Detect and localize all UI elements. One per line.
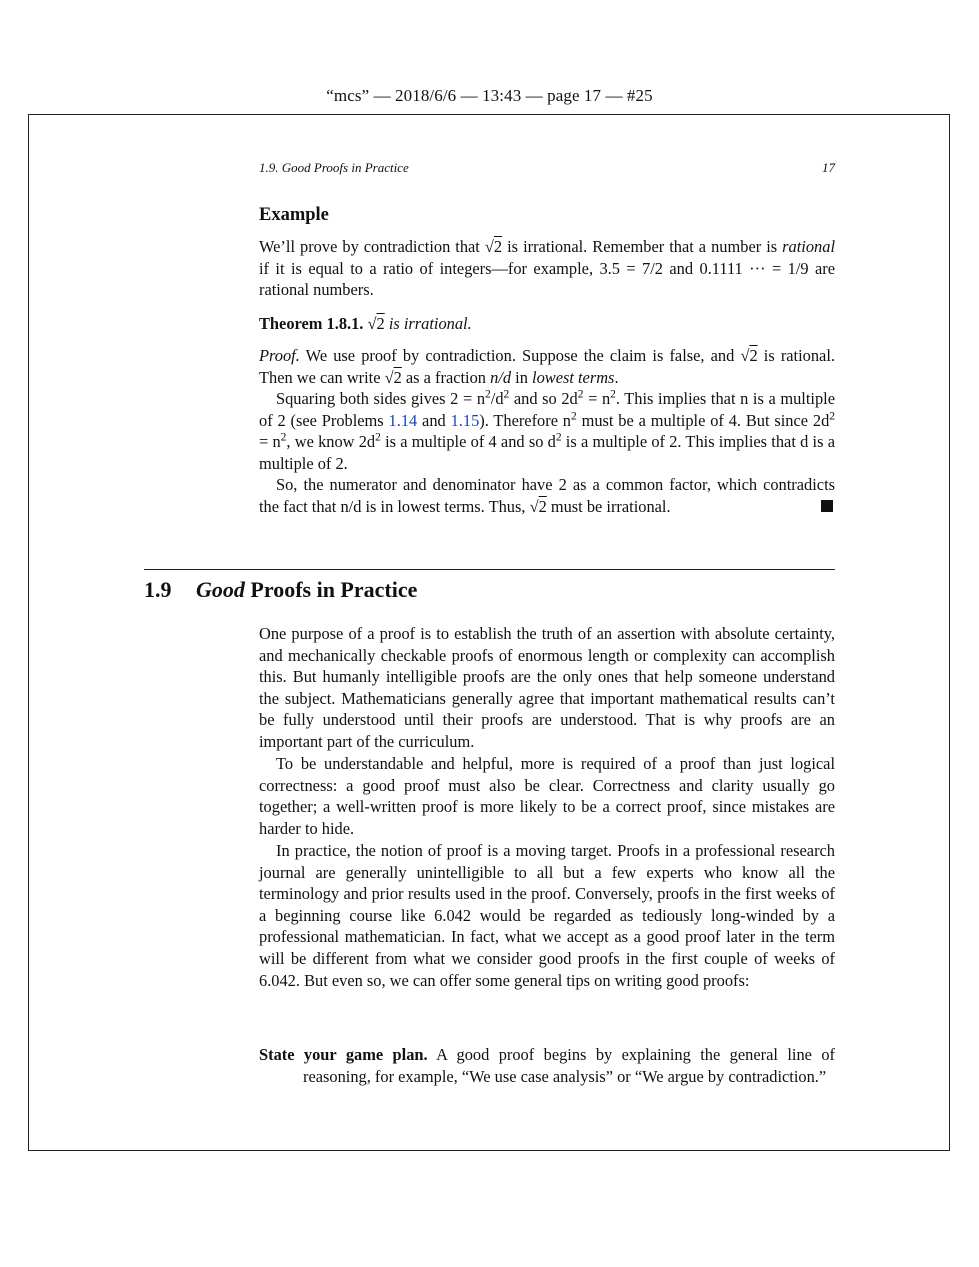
problem-link-1-15[interactable]: 1.15 xyxy=(450,410,480,430)
example-heading: Example xyxy=(259,205,329,225)
sqrt-two: √2 xyxy=(484,237,503,256)
page-stamp: “mcs” — 2018/6/6 — 13:43 — page 17 — #25 xyxy=(326,86,653,105)
section-rule xyxy=(144,569,835,570)
tip-state-game-plan: State your game plan. A good proof begins by explaining the general line of reasoning, for example, “We use case analysis” or “We argue by contradiction.” xyxy=(259,1045,835,1086)
proof-paragraph-2: Squaring both sides gives $2 = n^2/d^2$ and so $2d^2 = n^2$. This implies that n is a multiple of 2 (see Problems 1.14 and 1.15). Therefore $n^2$ must be a multiple of 4. But since $2d^2 = n^2$, we know $2d^2$ is a multiple of 4 and so $d^2$ is a multiple of 2. This implies that d is a multiple of 2. xyxy=(259,388,835,473)
running-head-page: 17 xyxy=(822,160,835,175)
qed-square-icon xyxy=(821,500,833,512)
proof-paragraph-3: So, the numerator and denominator have 2 as a common factor, which contradicts the fact that n/d is in lowest terms. Thus, √2 must be irrational. xyxy=(259,475,835,516)
body-paragraph-2: To be understandable and helpful, more is required of a proof than just logical correctness: a good proof must also be clear. Correctness and clarity usually go together; a well-written proof is more likely to be a correct proof, since mistakes are harder to hide. xyxy=(259,754,835,838)
tip-label: State your game plan. xyxy=(259,1045,428,1065)
example-intro: We’ll prove by contradiction that √2 is irrational. Remember that a number is rational if it is equal to a ratio of integers—for example, 3.5 = 7/2 and 0.1111 ··· = 1/9 are rational numbers. xyxy=(259,237,835,300)
body-paragraph-3: In practice, the notion of proof is a moving target. Proofs in a professional research journal are generally unintelligible to all but a few experts who know all the terminology and prior results used in the proof. Conversely, proofs in the first weeks of a beginning course like 6.042 would be regarded as tediously long-winded by a professional mathematician. In fact, what we accept as a good proof later in the term will be different from what we consider good proofs in the first couple of weeks of 6.042. But even so, we can offer some general tips on writing good proofs: xyxy=(259,841,835,990)
proof-paragraph-1: Proof. We use proof by contradiction. Suppose the claim is false, and √2 is rational. Then we can write √2 as a fraction n/d in lowest terms. xyxy=(259,346,835,387)
theorem: Theorem 1.8.1. √2 is irrational. xyxy=(259,314,472,333)
running-head-section: 1.9. Good Proofs in Practice xyxy=(259,160,409,175)
section-title: 1.9 Good Proofs in Practice xyxy=(144,577,418,602)
proof-label: Proof. xyxy=(259,346,300,365)
running-head xyxy=(259,160,835,176)
body-paragraph-1: One purpose of a proof is to establish the truth of an assertion with absolute certainty, and mechanically checkable proofs of enormous length or complexity can accomplish this. But humanly intelligible proofs are the only ones that help someone understand the subject. Mathematicians generally agree that important mathematical results can’t be fully understood until their proofs are understood. That is why proofs are an important part of the curriculum. xyxy=(259,624,835,751)
section-number: 1.9 xyxy=(144,577,172,602)
problem-link-1-14[interactable]: 1.14 xyxy=(388,410,418,430)
theorem-label: Theorem 1.8.1. xyxy=(259,314,364,333)
